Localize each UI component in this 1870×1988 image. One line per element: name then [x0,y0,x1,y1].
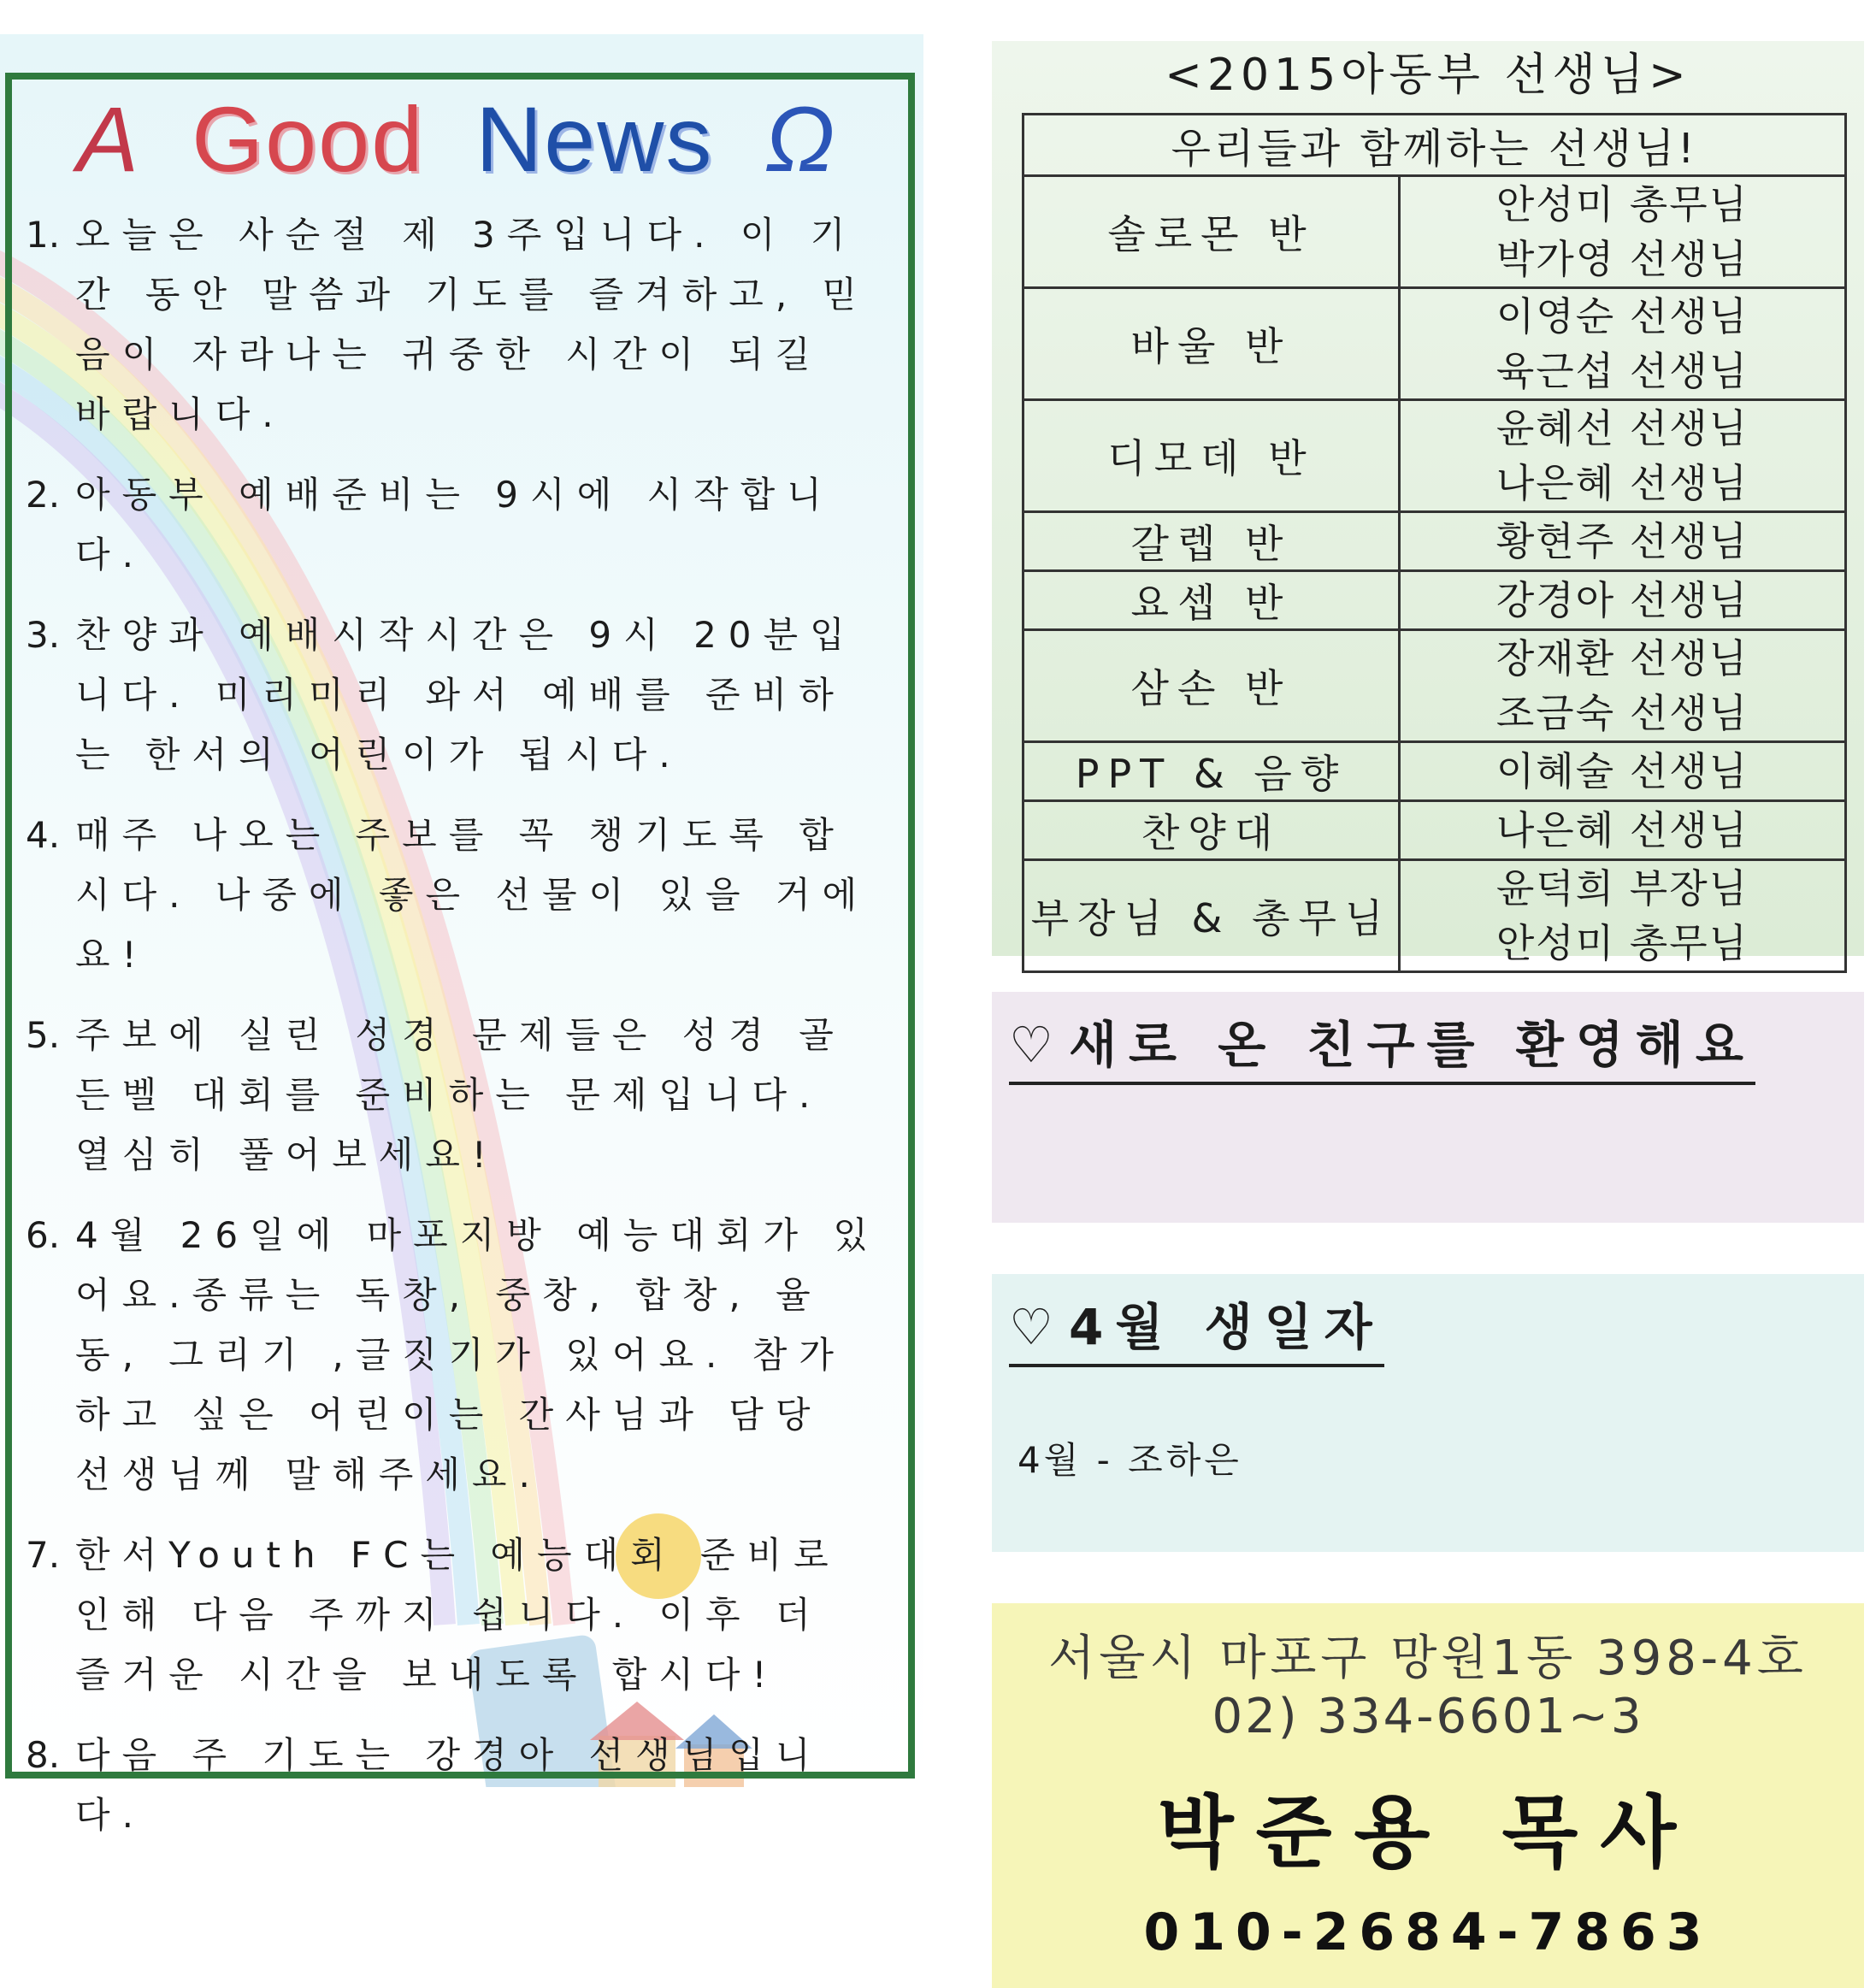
news-item-text: 한서Youth FC는 예능대회 준비로 인해 다음 주까지 쉽니다. 이후 더 즐거운 시간을 보내도록 합시다! [75,1534,841,1696]
news-item [26,1525,889,1705]
table-row [1023,400,1846,512]
class-name: 바울 반 [1023,288,1400,400]
news-item-text: 찬양과 예배시작시간은 9시 20분입니다. 미리미리 와서 예배를 준비하는 한서의 어린이가 됩시다. [75,614,857,776]
news-item [26,805,889,985]
class-name: 부장님 & 총무님 [1023,860,1400,972]
church-phone: 02) 334-6601~3 [1212,1689,1644,1744]
class-name: 솔로몬 반 [1023,176,1400,288]
news-item-number: 6. [26,1214,61,1256]
news-item-number: 3. [26,614,61,656]
teacher-panel [992,41,1864,966]
teacher-table [1022,113,1847,973]
news-item [26,1206,889,1505]
new-friends-section [992,992,1864,1223]
teacher-name: 이혜술 선생님 [1495,748,1749,794]
teacher-name: 황현주 선생님 [1495,518,1749,564]
teacher-name: 안성미 총무님 [1495,181,1749,227]
teacher-name: 장재환 선생님 [1495,635,1749,681]
news-item-text: 아동부 예배준비는 9시에 시작합니다. [75,474,834,575]
table-row [1023,630,1846,742]
news-title-omega: Ω [764,87,837,191]
teacher-name: 육근섭 선생님 [1495,348,1749,394]
news-item-text: 4월 26일에 마포지방 예능대회가 있어요.종류는 독창, 중창, 합창, 율동, 그리기 ,글짓기가 있어요. 참가하고 싶은 어린이는 간사님과 담당 선생님께 말해주세요. [75,1214,881,1495]
teacher-names [1400,512,1846,571]
class-name: 요셉 반 [1023,571,1400,630]
teacher-name: 윤혜선 선생님 [1495,405,1749,451]
news-item-number: 7. [26,1534,61,1576]
contact-section [992,1603,1864,1988]
table-row [1023,801,1846,860]
class-name: PPT & 음향 [1023,742,1400,801]
news-item [26,1725,889,1845]
teacher-table-header-row [1023,115,1846,176]
news-item-text: 매주 나오는 주보를 꼭 챙기도록 합시다. 나중에 좋은 선물이 있을 거에요! [75,814,870,976]
teacher-names [1400,176,1846,288]
heart-icon: ♡ [1009,1016,1053,1074]
teacher-name: 나은혜 선생님 [1495,460,1749,506]
news-title-a: A [77,87,141,191]
teacher-title: <2015아동부 선생님> [1165,50,1691,101]
teacher-table-header: 우리들과 함께하는 선생님! [1023,115,1846,176]
table-row [1023,512,1846,571]
teacher-name: 박가영 선생님 [1495,236,1749,282]
table-row [1023,288,1846,400]
teacher-names [1400,860,1846,972]
news-list [26,205,889,1866]
teacher-name: 안성미 총무님 [1495,920,1749,966]
teacher-name: 강경아 선생님 [1495,577,1749,623]
news-panel [0,34,923,1836]
news-item-number: 2. [26,474,61,516]
news-item [26,465,889,585]
news-title [77,86,915,191]
birthday-title [1009,1287,1384,1367]
pastor-phone: 010-2684-7863 [1143,1902,1713,1962]
teacher-names [1400,288,1846,400]
news-item-number: 4. [26,814,61,856]
news-item [26,1006,889,1185]
table-row [1023,176,1846,288]
new-friends-title-text: 새로 온 친구를 환영해요 [1069,1016,1755,1074]
class-name: 갈렙 반 [1023,512,1400,571]
birthday-entry: 4월 - 조하은 [1018,1439,1242,1481]
class-name: 디모데 반 [1023,400,1400,512]
class-name: 찬양대 [1023,801,1400,860]
teacher-names [1400,630,1846,742]
birthday-title-text: 4월 생일자 [1069,1298,1384,1356]
pastor-name: 박준용 목사 [1157,1787,1699,1879]
teacher-name: 이영순 선생님 [1495,293,1749,339]
table-row [1023,860,1846,972]
birthday-section [992,1274,1864,1552]
teacher-name: 윤덕희 부장님 [1495,865,1749,911]
teacher-names [1400,571,1846,630]
teacher-name: 조금숙 선생님 [1495,690,1749,736]
news-item-text: 주보에 실린 성경 문제들은 성경 골든벨 대회를 준비하는 문제입니다. 열심히 풀어보세요! [75,1014,846,1176]
table-row [1023,742,1846,801]
news-item-text: 다음 주 기도는 강경아 선생님입니다. [75,1734,823,1836]
news-item-number: 8. [26,1734,61,1776]
news-item-number: 5. [26,1014,61,1056]
teacher-name: 나은혜 선생님 [1495,807,1749,853]
teacher-names [1400,400,1846,512]
news-title-good: Good [192,87,425,191]
news-item [26,605,889,785]
new-friends-title [1009,1005,1755,1085]
news-item-number: 1. [26,214,61,256]
news-item [26,205,889,445]
table-row [1023,571,1846,630]
news-item-text: 오늘은 사순절 제 3주입니다. 이 기간 동안 말씀과 기도를 즐겨하고, 믿음이 자라나는 귀중한 시간이 되길 바랍니다. [75,214,870,435]
teacher-names [1400,742,1846,801]
teacher-names [1400,801,1846,860]
class-name: 삼손 반 [1023,630,1400,742]
news-title-news: News [475,87,714,191]
church-address: 서울시 마포구 망원1동 398-4호 [1048,1631,1808,1686]
heart-icon: ♡ [1009,1298,1053,1356]
